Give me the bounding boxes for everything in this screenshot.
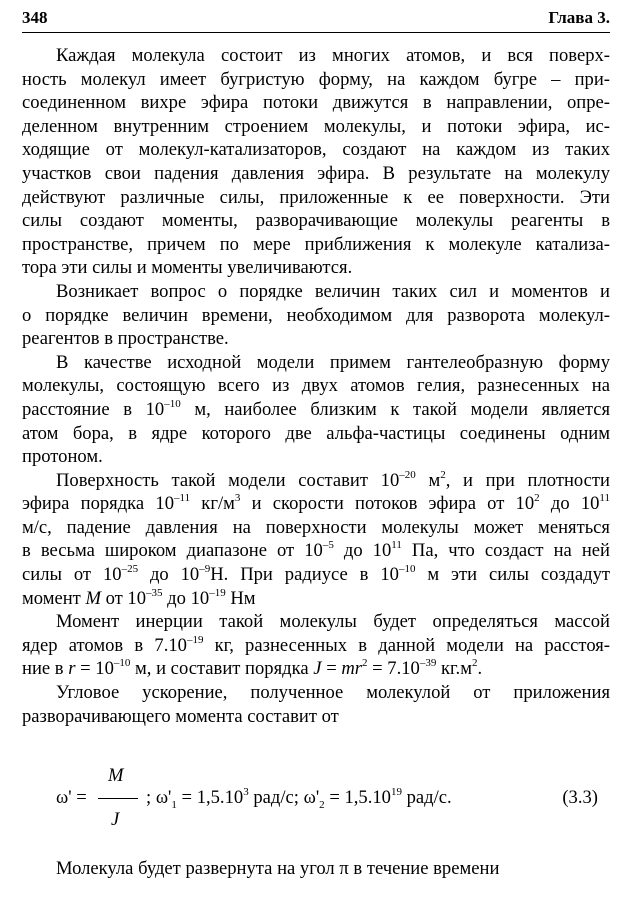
- equation-lhs: ω' =: [56, 787, 87, 808]
- exponent: 19: [390, 786, 402, 798]
- text-run: до 10: [333, 540, 392, 562]
- text-line: молекулы, состоящую всего из двух атомов гелия, разнесенных на: [22, 375, 610, 397]
- text-line: силы создают моменты, разворачивающие молекулы реагенты в: [22, 210, 610, 232]
- math-variable: mr: [341, 658, 363, 680]
- exponent: –39: [419, 657, 437, 670]
- text-run: .: [477, 658, 483, 680]
- text-line: Возникает вопрос о порядке величин таких сил и моментов и: [56, 280, 610, 302]
- equation-number: (3.3): [562, 787, 598, 808]
- text-run: рад/с.: [401, 787, 452, 808]
- text-line: [22, 563, 610, 587]
- fraction-denominator: J: [111, 809, 120, 830]
- text-run: силы от 10: [22, 564, 122, 586]
- exponent: –20: [399, 468, 416, 481]
- exponent: –10: [164, 397, 181, 410]
- text-run: эфира порядка 10: [22, 493, 174, 515]
- text-line: Каждая молекула состоит из многих атомов, и вся поверх-: [56, 45, 610, 66]
- exponent: 2: [440, 468, 446, 481]
- text-line: [22, 634, 610, 658]
- equation-rhs: [146, 787, 452, 809]
- subscript: 2: [319, 799, 325, 811]
- paragraph-2: [22, 280, 610, 351]
- exponent: 3: [234, 492, 241, 505]
- text-run: Нм: [225, 587, 256, 609]
- text-line: действуют различные силы, приложенные к ее поверхности. Эти: [22, 186, 610, 208]
- text-run: Па, что создаст на ней: [401, 540, 610, 562]
- text-line: пространстве, причем по мере приближения к молекуле катализа-: [22, 233, 610, 255]
- exponent: –11: [174, 492, 191, 505]
- text-line: В качестве исходной модели примем гантелеобразную форму: [56, 351, 610, 373]
- text-run: ядер атомов в 7.10: [22, 634, 187, 656]
- page-header: [22, 8, 610, 30]
- text-line: [22, 492, 610, 516]
- fraction-numerator: M: [108, 765, 124, 786]
- text-line: [22, 539, 610, 563]
- exponent: –25: [121, 563, 139, 576]
- final-line: [22, 858, 610, 880]
- paragraph-6: [22, 681, 610, 728]
- math-variable: J: [313, 658, 322, 680]
- exponent: –9: [199, 563, 211, 576]
- text-line: атом бора, в ядре которого две альфа-частицы соединены одним: [22, 422, 610, 444]
- text-run: момент: [22, 587, 86, 609]
- text-run: до 10: [138, 564, 200, 586]
- text-run: Поверхность такой модели составит 10: [56, 469, 400, 491]
- text-run: расстояние в 10: [22, 398, 165, 420]
- text-run: = 7.10: [367, 658, 420, 680]
- text-run: до 10: [539, 493, 600, 515]
- text-run: ; ω': [146, 787, 172, 808]
- header-rule: [22, 32, 610, 33]
- exponent: –10: [398, 563, 416, 576]
- text-run: = 1,5.10: [324, 787, 391, 808]
- math-variable: r: [68, 658, 76, 680]
- exponent: –19: [186, 633, 204, 646]
- exponent: 2: [471, 657, 478, 670]
- exponent: –35: [146, 586, 163, 599]
- text-line: тора эти силы и моменты увеличиваются.: [22, 257, 353, 279]
- exponent: 11: [599, 492, 611, 505]
- text-line: Молекула будет развернута на угол π в течение времени: [56, 858, 500, 879]
- equation-3-3: [22, 765, 610, 835]
- exponent: 2: [534, 492, 540, 505]
- exponent: 2: [362, 657, 368, 670]
- text-line: [22, 657, 610, 681]
- text-line: участков свои падения давления эфира. В результате на молекулу: [22, 162, 610, 184]
- text-run: в весьма широком диапазоне от 10: [22, 540, 323, 562]
- page-body: [22, 44, 610, 728]
- text-run: кг.м: [436, 658, 472, 680]
- text-run: и скорости потоков эфира от 10: [240, 493, 535, 515]
- text-run: = 10: [75, 658, 114, 680]
- text-run: = 1,5.10: [176, 787, 244, 808]
- fraction-bar: [98, 798, 138, 799]
- subscript: 1: [171, 799, 177, 811]
- chapter-title: Глава 3.: [548, 8, 610, 27]
- text-run: м, и составит порядка: [130, 658, 314, 680]
- text-line: реагентов в пространстве.: [22, 328, 229, 350]
- text-line: деленном внутренним строением молекулы, и потоки эфира, ис-: [22, 115, 610, 137]
- text-line: Угловое ускорение, полученное молекулой от приложения: [56, 682, 610, 704]
- exponent: 3: [243, 786, 249, 798]
- text-line: протоном.: [22, 446, 103, 468]
- paragraph-4: [22, 469, 610, 611]
- text-line: о порядке величин времени, необходимом для разворота молекул-: [22, 304, 610, 326]
- text-run: кг/м: [190, 493, 235, 515]
- text-run: до 10: [162, 587, 210, 609]
- text-run: м эти силы создадут: [415, 564, 611, 586]
- text-line: м/с, падение давления на поверхности молекулы может меняться: [22, 516, 610, 538]
- text-line: [22, 587, 610, 611]
- text-run: кг, разнесенных в данной модели на расстоя-: [203, 634, 611, 656]
- text-run: рад/с; ω': [248, 787, 320, 808]
- text-line: разворачивающего момента составит от: [22, 705, 339, 727]
- exponent: 11: [391, 539, 402, 552]
- text-run: от 10: [100, 587, 147, 609]
- exponent: –19: [209, 586, 226, 599]
- text-run: =: [321, 658, 342, 680]
- text-run: м: [415, 469, 441, 491]
- text-line: [22, 469, 610, 493]
- page-number: 348: [22, 8, 48, 27]
- paragraph-3: [22, 351, 610, 469]
- text-line: ность молекул имеет бугристую форму, на каждом бугре – при-: [22, 68, 610, 90]
- text-run: м, наиболее близким к такой модели является: [180, 398, 610, 420]
- paragraph-5: [22, 610, 610, 681]
- text-run: Н. При радиусе в 10: [210, 564, 399, 586]
- exponent: –5: [322, 539, 334, 552]
- text-line: соединенном вихре эфира потоки движутся в направлении, опре-: [22, 92, 610, 114]
- text-run: , и при плотности: [445, 469, 610, 491]
- math-variable: M: [85, 587, 101, 609]
- text-line: [22, 398, 610, 422]
- exponent: –10: [113, 657, 131, 670]
- text-line: Момент инерции такой молекулы будет определяться массой: [56, 611, 610, 633]
- paragraph-1: [22, 44, 610, 280]
- text-line: ходящие от молекул-катализаторов, создают на каждом из таких: [22, 139, 610, 161]
- text-run: ние в: [22, 658, 69, 680]
